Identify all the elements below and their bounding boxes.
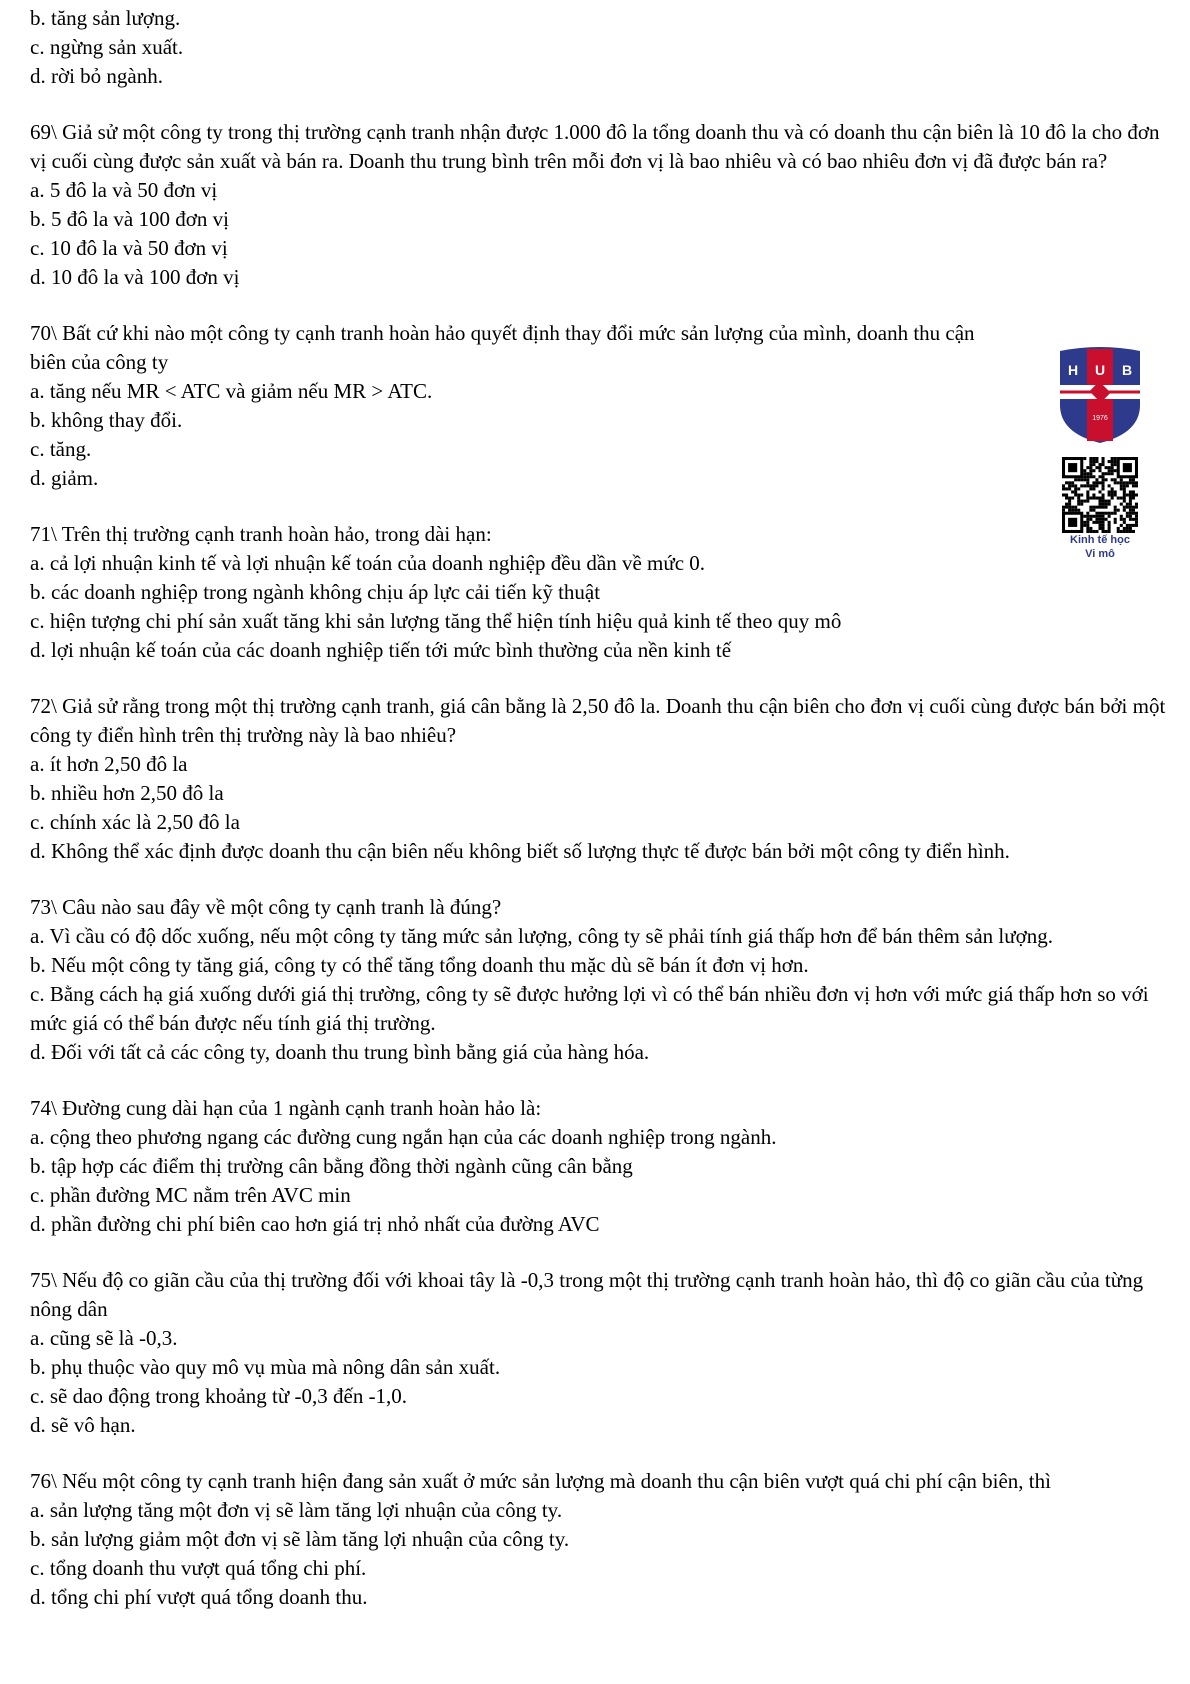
option: b. tăng sản lượng. <box>30 6 181 30</box>
logo-letter-h: H <box>1067 362 1079 378</box>
question-76 <box>30 1467 1180 1612</box>
option: d. lợi nhuận kế toán của các doanh nghiệp tiến tới mức bình thường của nền kinh tế <box>30 638 732 662</box>
question-stem: 71\ Trên thị trường cạnh tranh hoàn hảo, trong dài hạn: <box>30 522 492 546</box>
option: a. Vì cầu có độ dốc xuống, nếu một công ty tăng mức sản lượng, công ty sẽ phải tính giá thấp hơn để bán thêm sản lượng. <box>30 924 1053 948</box>
option: d. rời bỏ ngành. <box>30 64 164 88</box>
option: d. phần đường chi phí biên cao hơn giá trị nhỏ nhất của đường AVC <box>30 1212 600 1236</box>
question-75 <box>30 1266 1180 1440</box>
question-stem: 70\ Bất cứ khi nào một công ty cạnh tranh hoàn hảo quyết định thay đổi mức sản lượng của mình, doanh thu cận biên của công ty <box>30 321 975 374</box>
qr-code-icon <box>1062 457 1138 533</box>
option: d. tổng chi phí vượt quá tổng doanh thu. <box>30 1585 368 1609</box>
option: b. tập hợp các điểm thị trường cân bằng đồng thời ngành cũng cân bằng <box>30 1154 633 1178</box>
badge-line1: Kinh tế học <box>1070 534 1130 546</box>
document-body <box>30 4 1180 1639</box>
question-69 <box>30 118 1180 292</box>
hub-logo-icon <box>1056 345 1144 445</box>
option: c. hiện tượng chi phí sản xuất tăng khi sản lượng tăng thể hiện tính hiệu quả kinh tế theo quy mô <box>30 609 842 633</box>
option: b. Nếu một công ty tăng giá, công ty có thể tăng tổng doanh thu mặc dù sẽ bán ít đơn vị hơn. <box>30 953 809 977</box>
option: c. tăng. <box>30 437 92 461</box>
logo-letter-u: U <box>1094 362 1106 378</box>
logo-letter-b: B <box>1121 362 1133 378</box>
option: c. phần đường MC nằm trên AVC min <box>30 1183 351 1207</box>
option: c. sẽ dao động trong khoảng từ -0,3 đến -1,0. <box>30 1384 408 1408</box>
option: c. 10 đô la và 50 đơn vị <box>30 236 228 260</box>
course-badge <box>1050 345 1150 561</box>
question-stem: 73\ Câu nào sau đây về một công ty cạnh tranh là đúng? <box>30 895 502 919</box>
option: c. chính xác là 2,50 đô la <box>30 810 240 834</box>
question-stem: 76\ Nếu một công ty cạnh tranh hiện đang sản xuất ở mức sản lượng mà doanh thu cận biên vượt quá chi phí cận biên, thì <box>30 1469 1051 1493</box>
logo-year: 1976 <box>1092 415 1108 422</box>
option: a. 5 đô la và 50 đơn vị <box>30 178 218 202</box>
option: c. Bằng cách hạ giá xuống dưới giá thị trường, công ty sẽ được hưởng lợi vì có thể bán nhiều đơn vị hơn với mức giá thấp hơn so với mức giá có thể bán được nếu tính giá thị trường. <box>30 982 1149 1035</box>
option: d. giảm. <box>30 466 99 490</box>
option: d. 10 đô la và 100 đơn vị <box>30 265 240 289</box>
badge-line2: Vi mô <box>1085 548 1115 560</box>
question-74 <box>30 1094 1180 1239</box>
option: d. sẽ vô hạn. <box>30 1413 136 1437</box>
option: a. cộng theo phương ngang các đường cung ngắn hạn của các doanh nghiệp trong ngành. <box>30 1125 777 1149</box>
question-70 <box>30 319 1180 493</box>
option: c. tổng doanh thu vượt quá tổng chi phí. <box>30 1556 367 1580</box>
question-stem: 74\ Đường cung dài hạn của 1 ngành cạnh tranh hoàn hảo là: <box>30 1096 542 1120</box>
option: b. sản lượng giảm một đơn vị sẽ làm tăng lợi nhuận của công ty. <box>30 1527 570 1551</box>
option: d. Đối với tất cả các công ty, doanh thu trung bình bằng giá của hàng hóa. <box>30 1040 650 1064</box>
option: a. cả lợi nhuận kinh tế và lợi nhuận kế toán của doanh nghiệp đều dần về mức 0. <box>30 551 706 575</box>
question-stem: 69\ Giả sử một công ty trong thị trường cạnh tranh nhận được 1.000 đô la tổng doanh thu và có doanh thu cận biên là 10 đô la cho đơn vị cuối cùng được sản xuất và bán ra. Doanh thu trung bình trên mỗi đơn vị là bao nhiêu và có bao nhiêu đơn vị đã được bán ra? <box>30 120 1160 173</box>
leading-options <box>30 4 1180 91</box>
option: a. cũng sẽ là -0,3. <box>30 1326 178 1350</box>
option: b. nhiều hơn 2,50 đô la <box>30 781 224 805</box>
question-73 <box>30 893 1180 1067</box>
option: c. ngừng sản xuất. <box>30 35 184 59</box>
option: b. 5 đô la và 100 đơn vị <box>30 207 229 231</box>
option: d. Không thể xác định được doanh thu cận biên nếu không biết số lượng thực tế được bán bởi một công ty điển hình. <box>30 839 1010 863</box>
question-stem: 72\ Giả sử rằng trong một thị trường cạnh tranh, giá cân bằng là 2,50 đô la. Doanh thu cận biên cho đơn vị cuối cùng được bán bởi một công ty điển hình trên thị trường này là bao nhiêu? <box>30 694 1166 747</box>
option: a. tăng nếu MR < ATC và giảm nếu MR > ATC. <box>30 379 433 403</box>
question-72 <box>30 692 1180 866</box>
option: b. không thay đổi. <box>30 408 183 432</box>
option: b. các doanh nghiệp trong ngành không chịu áp lực cải tiến kỹ thuật <box>30 580 601 604</box>
question-stem: 75\ Nếu độ co giãn cầu của thị trường đối với khoai tây là -0,3 trong một thị trường cạnh tranh hoàn hảo, thì độ co giãn cầu của từng nông dân <box>30 1268 1144 1321</box>
question-71 <box>30 520 1180 665</box>
option: b. phụ thuộc vào quy mô vụ mùa mà nông dân sản xuất. <box>30 1355 501 1379</box>
option: a. sản lượng tăng một đơn vị sẽ làm tăng lợi nhuận của công ty. <box>30 1498 563 1522</box>
option: a. ít hơn 2,50 đô la <box>30 752 188 776</box>
